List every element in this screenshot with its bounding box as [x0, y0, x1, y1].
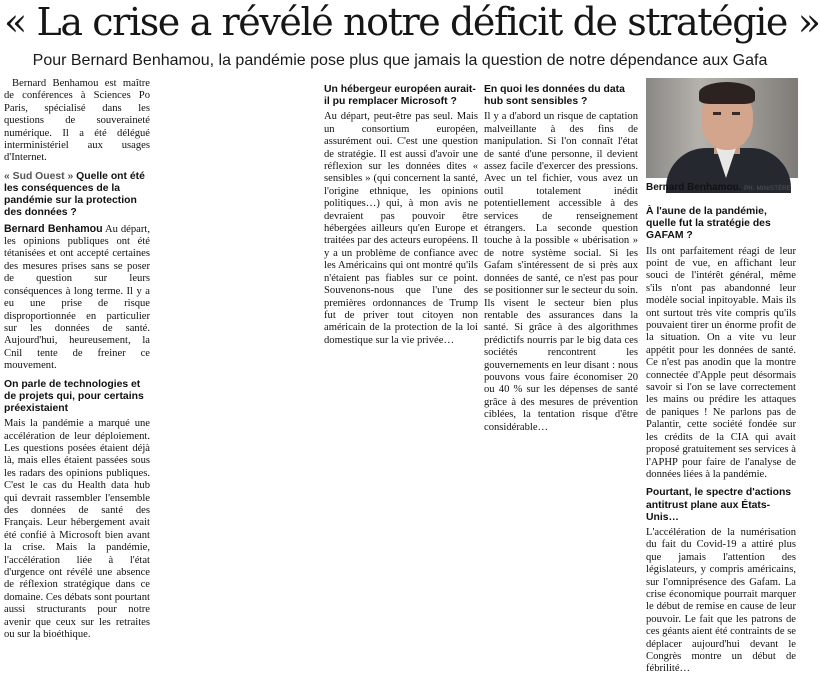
- answer-4: Au départ, peut-être pas seul. Mais un consortium européen, assurément oui. C'est une question de stratégie. Il est aussi d'avoir une réflexion sur les données dites « sensibles » (qui concernent la santé, l'origine ethnique, les opinions politiques…) qui, à mon avis ne devraient pas pouvoir être hébergées ailleurs qu'en Europe et traitées par des acteurs européens. Il y a un problème de confiance avec les Américains qui ont montré qu'ils n'étaient pas fiables sur ce point. Souvenons-nous que l'une des premières ordonnances de Trump fut de priver tout citoyen non américain de la protection de la loi domestique sur la vie privée…: [324, 111, 478, 346]
- portrait-photo: [646, 78, 798, 178]
- answer-5: Ils ont parfaitement réagi de leur point de vue, en affichant leur souci de l'intérêt général, même s'ils n'ont pas abandonné leur modèle social inpitoyable. Mais ils ont surtout très vite compris qu'ils pouvaient tirer un énorme profit de la situation. On a vite vu leur appétit pour les données de santé. Ce n'est pas anodin que la montre connectée d'Apple peut désormais savoir si l'on se lave correctement les mains ou prédire les attaques de paniques ! Ne parlons pas de Palantir, cette société fondée sur les crédits de la CIA qui avait proposé gratuitement ses services à l'APHP pour faire de l'analyse de données liées à la pandémie.: [646, 245, 796, 480]
- question-4: Un hébergeur européen aurait-il pu remplacer Microsoft ?: [324, 84, 476, 108]
- column-3: [324, 78, 478, 411]
- question-label: « Sud Ouest »: [4, 170, 74, 182]
- answer-2: Mais la pandémie a marqué une accélération de leur déploiement. Les questions posées étaient déjà là, mais elles étaient passées sous les radars des opinions publiques. C'est le cas du Health data hub qui devrait rassembler l'ensemble des données de santé des Français. Leur hébergement avait été confié à Microsoft bien avant la crise. Mais la pandémie, l'accélération liée à l'état d'urgence ont révélé une absence de réflexion stratégique dans ce domaine. Ces débats sont pourtant aussi structurants pour notre avenir que ceux sur les retraites ou sur la bioéthique.: [4, 418, 150, 641]
- caption-name: Bernard Benhamou.: [646, 182, 742, 193]
- column-2: [159, 0, 317, 411]
- column-1: [4, 78, 150, 641]
- answer-3: Il y a d'abord un risque de captation malveillante à des fins de manipulation. Si l'on connaît l'état de santé d'une personne, il devient assez facile d'exercer des pressions. Avec un tel fichier, vous avez un outil totalement inédit potentiellement accessible à des services de renseignement étrangers. La seconde question touche à la possible « ubérisation » de notre système social. Si les Gafam s'intéressent de si près aux données de santé, ce n'est pas pour se positionner sur le secteur du soin. Ils visent le secteur bien plus rentable des assurances dans la santé. Si grâce à des algorithmes prédictifs nourris par le big data ces sociétés rencontrent les gouvernements en leur disant : nous pouvons vous faire économiser 20 ou 40 % sur les dépenses de santé grâce à des mesures de prévention ciblées, la tentation risque d'être considérable…: [484, 111, 638, 433]
- answer-6: L'accélération de la numérisation du fait du Covid-19 a attiré plus que jamais l'attention des législateurs, y compris américains, sur l'omniprésence des Gafam. La crise économique pourrait marquer le début de remise en cause de leur pouvoir. Le fait que les patrons de ces géants aient été contraints de se déplacer aujourd'hui devant le Congrès montre un début de fébrilité…: [646, 526, 797, 675]
- question-5: À l'aune de la pandémie, quelle fut la stratégie des GAFAM ?: [646, 206, 771, 242]
- interviewee-name: Bernard Benhamou: [4, 222, 103, 235]
- question-2: On parle de technologies et de projets qui, pour certains préexistaient: [4, 378, 144, 414]
- answer-text: Au départ, les opinions publiques ont été tétanisées et ont accepté certaines des mesures prises sans se poser de question sur leurs conséquences à long terme. Il y a eu une prise de risque disproportionnée en particulier sur les données de santé. Aujourd'hui, heureusement, la Cnil tente de freiner ce mouvement.: [4, 223, 150, 372]
- intro-paragraph: Bernard Benhamou est maître de conférences à Sciences Po Paris, spécialisé dans les questions de souveraineté numérique. Il a été délégué interministériel aux usages d'Internet.: [4, 78, 150, 164]
- column-4: [484, 78, 638, 433]
- photo-hair: [699, 82, 755, 104]
- question-text: Quelle ont été les conséquences de la pandémie sur la protection des données ?: [4, 170, 145, 219]
- photo-caption: [646, 180, 798, 194]
- headline: « La crise a révélé notre déficit de stratégie »: [4, 0, 820, 44]
- deck-subtitle: Pour Bernard Benhamou, la pandémie pose plus que jamais la question de notre dépendance aux Gafa: [32, 52, 768, 69]
- column-5: [646, 200, 797, 675]
- photo-eye: [732, 112, 740, 115]
- answer-1: [4, 223, 150, 373]
- photo-eye: [713, 112, 721, 115]
- question-1: [4, 171, 150, 220]
- question-6: Pourtant, le spectre d'actions antitrust plane aux États-Unis…: [646, 487, 792, 523]
- question-3: En quoi les données du data hub sont sensibles ?: [484, 84, 625, 108]
- caption-credit: PH. MINISTÈRE: [744, 186, 792, 192]
